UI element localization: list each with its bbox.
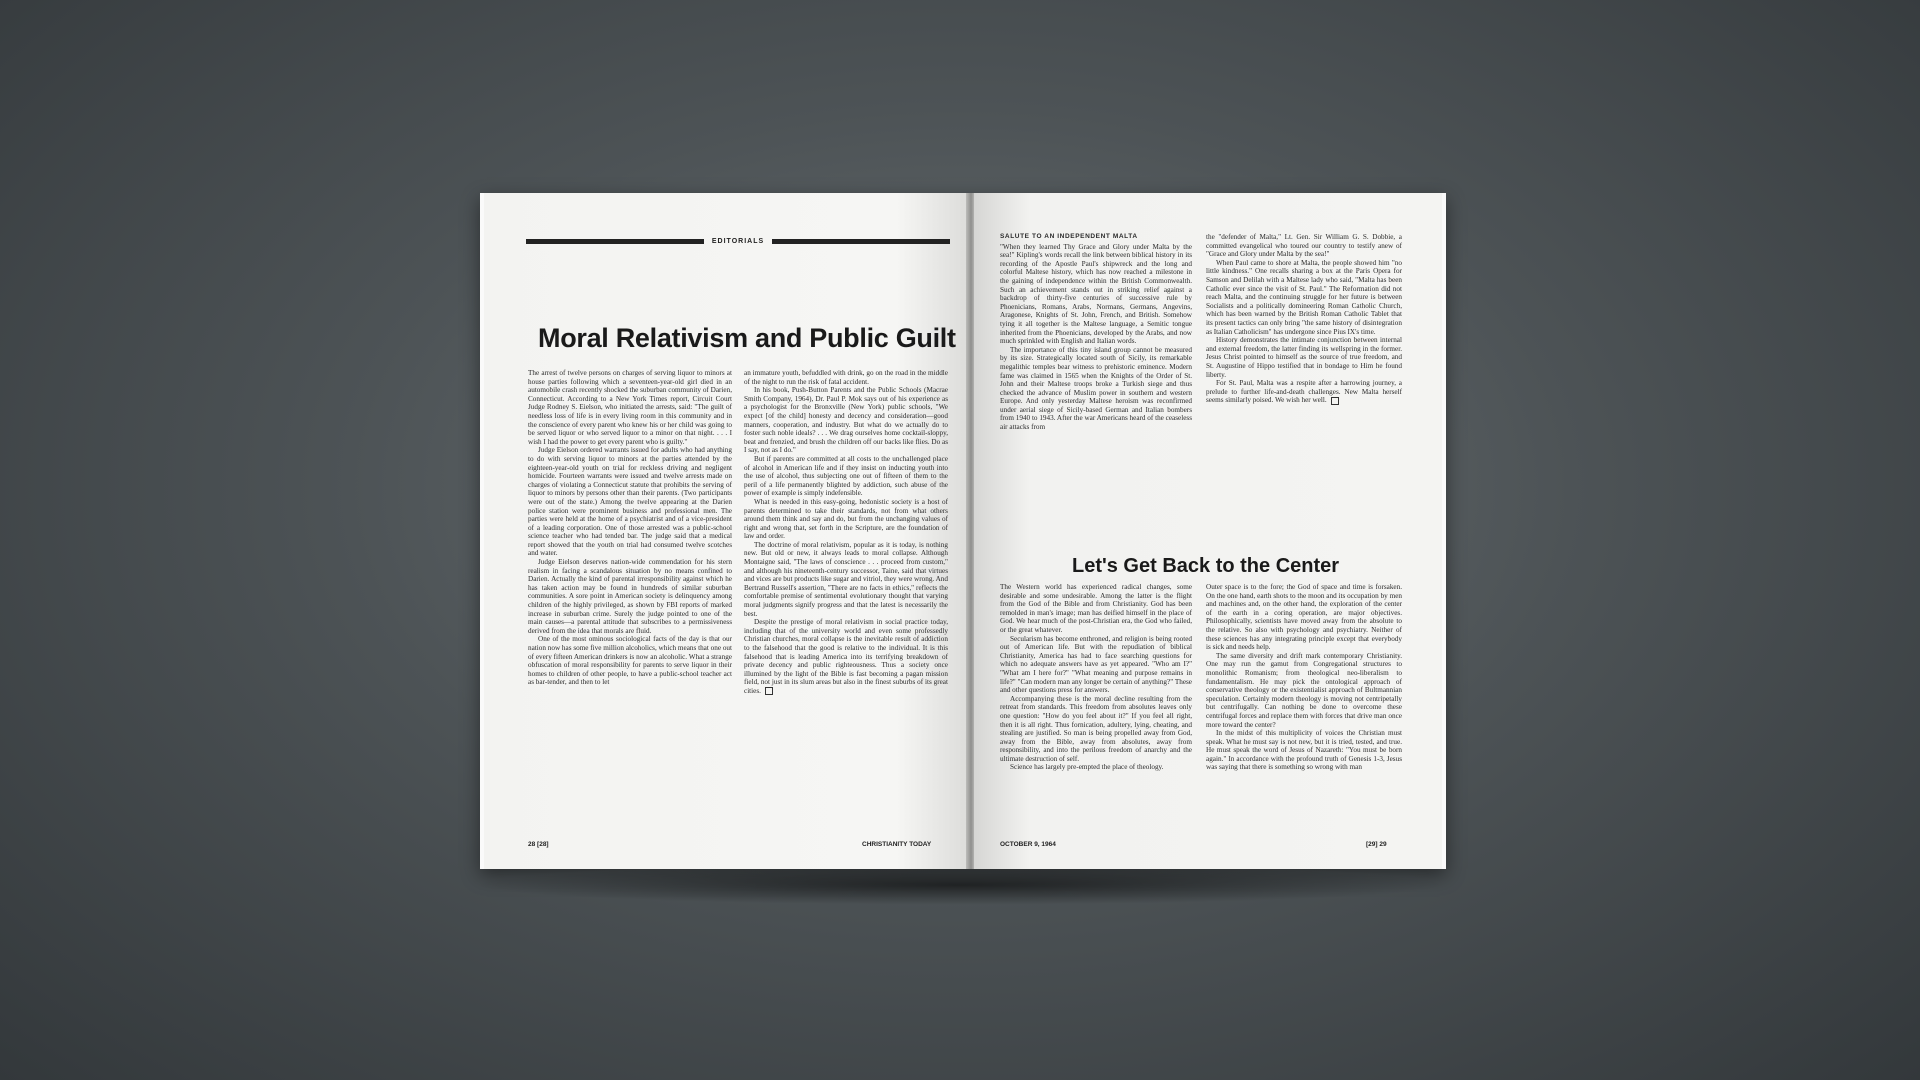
paragraph-text: For St. Paul, Malta was a respite after a harrowing journey, a prelude to further life-and-death challenges. New Malta herself seems similarly poised. We wish her well. [1206, 379, 1402, 405]
malta-heading: SALUTE TO AN INDEPENDENT MALTA [1000, 233, 1138, 240]
section-label: EDITORIALS [711, 237, 765, 245]
center-column-1 [1000, 583, 1192, 772]
paragraph: In his book, Push-Button Parents and the Public Schools (Macrae Smith Company, 1964), Dr. Paul P. Mok says out of his experience as a psychologist for the Bronxville (New York) public schools, "We expect [of the child] honesty and decency and consideration—good manners, cooperation, and industry. But what do we actually do to foster such noble ideals? . . . We drag ourselves home cocktail-sloppy, beat and frenzied, and brush the children off our backs like flies. Do as I say, not as I do." [744, 386, 948, 455]
magazine-shadow [470, 865, 1450, 905]
folio-page-number: [29] 29 [1366, 841, 1387, 848]
paragraph: the "defender of Malta," Lt. Gen. Sir William G. S. Dobbie, a committed evangelical who toured our country to testify anew of "Grace and Glory under Malta by the sea!" [1206, 233, 1402, 259]
paragraph: Judge Eielson deserves nation-wide commendation for his stern realism in facing a scandalous situation by no means confined to Darien. Actually the kind of parental irresponsibility against which he has taken action may be found in hundreds of similar suburban communities. A sore point in American society is delinquency among children of the highly privileged, as shown by FBI reports of marked increase in suburban crime. Surely the judge pointed to one of the main causes—a parental attitude that subscribes to a permissiveness derived from the idea that morals are fluid. [528, 558, 732, 635]
end-mark [1331, 397, 1339, 405]
paragraph: The importance of this tiny island group cannot be measured by its size. Strategically located south of Sicily, its remarkable megalithic temples bear witness to prehistoric eminence. Modern fame was claimed in 1565 when the Knights of the Order of St. John and their Maltese troops broke a Turkish siege and thus checked the advance of Muslim power in southern and western Europe. And only yesterday Maltese heroism was reconfirmed under aerial siege of Sicily-based German and Italian bombers from 1940 to 1943. After the war Americans heard of the ceaseless air attacks from [1000, 345, 1193, 432]
folio-page-number: 28 [28] [528, 841, 549, 848]
open-magazine [480, 193, 1446, 869]
paragraph: Judge Eielson ordered warrants issued for adults who had anything to do with serving liquor to minors at the parties attended by the eighteen-year-old youth on trial for reckless driving and negligent homicide. Fourteen warrants were issued and twelve arrests made on charges of violating a Connecticut statute that prohibits the serving of liquor to minors by persons other than their parents. (Two participants were out of the state.) Among the twelve appearing at the Darien police station were prominent business and professional men. The parties were held at the home of a psychiatrist and of a vice-president of a leading corporation. One of those arrested was a public-school science teacher who had tended bar. The judge said that a medical report showed that the youth on trial had consumed twelve scotches and water. [528, 446, 732, 558]
paragraph: The Western world has experienced radical changes, some desirable and some undesirable. Among the latter is the flight from the God of the Bible and from Christianity. God has been remolded in man's image; man has deified himself in the place of God. We hear much of the post-Christian era, the God who failed, or the great whatever. [1000, 583, 1192, 634]
left-column-2 [744, 369, 948, 696]
folio-date: OCTOBER 9, 1964 [1000, 841, 1056, 848]
paragraph: Science has largely pre-empted the place of theology. [1010, 763, 1164, 772]
left-page [484, 193, 969, 869]
paragraph: "When they learned Thy Grace and Glory under Malta by the sea!" Kipling's words recall the link between biblical history in its recording of the Apostle Paul's shipwreck and the long and colorful Maltese history, which has now reached a milestone in the gaining of independence within the British Commonwealth. Such an achievement stands out in striking relief against a backdrop of thirty-five centuries of successive rule by Phoenicians, Romans, Arabs, Normans, Germans, Angevins, Aragonese, Knights of St. John, French, and British. Somehow tying it all together is the Maltese language, a Semitic tongue inherited from the Phoenicians, developed by the Arabs, and now much sprinkled with English and Italian words. [1000, 242, 1192, 346]
paragraph [1206, 379, 1402, 405]
paragraph: One of the most ominous sociological facts of the day is that our nation now has some five million alcoholics, which means that one out of every fifteen American drinkers is now an alcoholic. What a strange obfuscation of moral responsibility for parents to serve liquor in their homes to children of other people, to have a public-school teacher act as bar-tender, and then to let [528, 635, 733, 687]
center-column-2 [1206, 583, 1402, 772]
rule-bar-right [772, 239, 950, 244]
paragraph: Accompanying these is the moral decline resulting from the retreat from standards. This freedom from absolutes leaves only one question: "How do you feel about it?" If you feel all right, then it is all right. Thus fornication, adultery, lying, cheating, and stealing are justified. So man is being propelled away from God, away from the Bible, away from absolutes, away from responsibility, and into the perilous freedom of anarchy and the ultimate destruction of self. [1000, 694, 1192, 763]
paragraph: Outer space is to the fore; the God of space and time is forsaken. On the one hand, earth shots to the moon and its occupation by men and machines and, on the other hand, the exploration of the center of the earth in a coring operation, are major objectives. Philosophically, scientists have moved away from the absolute to the relative. So also with psychology and psychiatry. Neither of these sciences has any integrating principle except that everybody is sick and needs help. [1206, 583, 1402, 652]
center-article-title: Let's Get Back to the Center [1072, 555, 1340, 577]
rule-bar-left [526, 239, 704, 244]
left-column-1 [528, 369, 732, 687]
right-page [974, 193, 1442, 869]
section-rule [526, 238, 950, 244]
paragraph: When Paul came to shore at Malta, the people showed him "no little kindness." One recalls sharing a box at the Paris Opera for Samson and Delilah with a Maltese lady who said, "Malta has been Catholic ever since the visit of St. Paul." The Reformation did not reach Malta, and the continuing struggle for her future is between Socialists and a politically domineering Roman Catholic Church, which has been warned by the British Roman Catholic Tablet that its present tactics can only bring "the same history of disintegration as Italian Catholicism" has undergone since Pius IX's time. [1206, 258, 1402, 336]
paragraph: The doctrine of moral relativism, popular as it is today, is nothing new. But old or new, it always leads to moral collapse. Although Montaigne said, "The laws of conscience . . . proceed from custom," and although his nineteenth-century successor, Taine, said that virtues and vices are but products like sugar and vitriol, they were wrong. And Bertrand Russell's assertion, "There are no facts in ethics," reflects the comfortable premise of sentimental evolutionary thought that varying moral judgments signify progress and that the latest is necessarily the best. [744, 540, 948, 618]
malta-column-1 [1000, 233, 1192, 432]
paragraph: The same diversity and drift mark contemporary Christianity. One may run the gamut from Congregational structures to monolithic Romanism; from theological neo-liberalism to fundamentalism. He may pick the ontological approach of conservative theology or the existentialist approach of Bultmannian speculation. Certainly modern theology is moving not centripetally but centrifugally. Can nothing be done to overcome these centrifugal forces and replace them with forces that drive man once more toward the center? [1206, 651, 1402, 729]
paragraph: But if parents are committed at all costs to the unchallenged place of alcohol in American life and if they insist on inducting youth into the use of alcohol, thus subjecting one out of fifteen of them to the peril of a life permanently blighted by addiction, such abuse of the power of example is simply indefensible. [744, 454, 948, 498]
paragraph: The arrest of twelve persons on charges of serving liquor to minors at house parties following which a seventeen-year-old girl died in an automobile crash recently shocked the suburban community of Darien, Connecticut. According to a New York Times report, Circuit Court Judge Rodney S. Eielson, who initiated the arrests, said: "The guilt of needless loss of life is in every living room in this community and in the conscience of every parent who knew his or her child was going to be served liquor or who served liquor to a minor on that night. . . . I wish I had the power to get every parent who is guilty." [528, 369, 732, 446]
paragraph: In the midst of this multiplicity of voices the Christian must speak. What he must say is not new, but it is tried, tested, and true. He must speak the word of Jesus of Nazareth: "You must be born again." In accordance with the profound truth of Genesis 1-3, Jesus was saying that there is something so wrong with man [1206, 729, 1402, 772]
folio-magazine-name: CHRISTIANITY TODAY [862, 841, 932, 848]
end-mark [765, 687, 773, 695]
malta-column-2 [1206, 233, 1402, 405]
paragraph: Secularism has become enthroned, and religion is being rooted out of American life. But with the repudiation of biblical Christianity, America has had to face searching questions for which no adequate answers have as yet appeared. "Who am I?" "What am I here for?" "What meaning and purpose remains in life?" "Can modern man any longer be certain of anything?" These and other questions press for answers. [1000, 634, 1192, 695]
paragraph: What is needed in this easy-going, hedonistic society is a host of parents determined to take their standards, not from what others around them think and say and do, but from the unchanging values of right and wrong that, set forth in the Scripture, are the foundation of law and order. [744, 497, 948, 541]
paragraph: an immature youth, befuddled with drink, go on the road in the middle of the night to run the risk of fatal accident. [744, 369, 948, 386]
paragraph-text: Despite the prestige of moral relativism in social practice today, including that of the university world and even some professedly Christian churches, moral collapse is the inevitable result of addiction to the falsehood that the good is relative to the individual. It is this falsehood that is leading America into its terrifying breakdown of private decency and public righteousness. Thus a society once illumined by the light of the Bible is fast becoming a pagan mission field, not just in its slum areas but also in the finest suburbs of its great cities. [744, 618, 948, 695]
article-title: Moral Relativism and Public Guilt [538, 323, 956, 353]
paragraph: History demonstrates the intimate conjunction between internal and external freedom, the latter finding its wellspring in the former. Jesus Christ pointed to himself as the source of true freedom, and St. Augustine of Hippo testified that in bondage to Him he found liberty. [1206, 336, 1402, 379]
paragraph [744, 618, 948, 695]
